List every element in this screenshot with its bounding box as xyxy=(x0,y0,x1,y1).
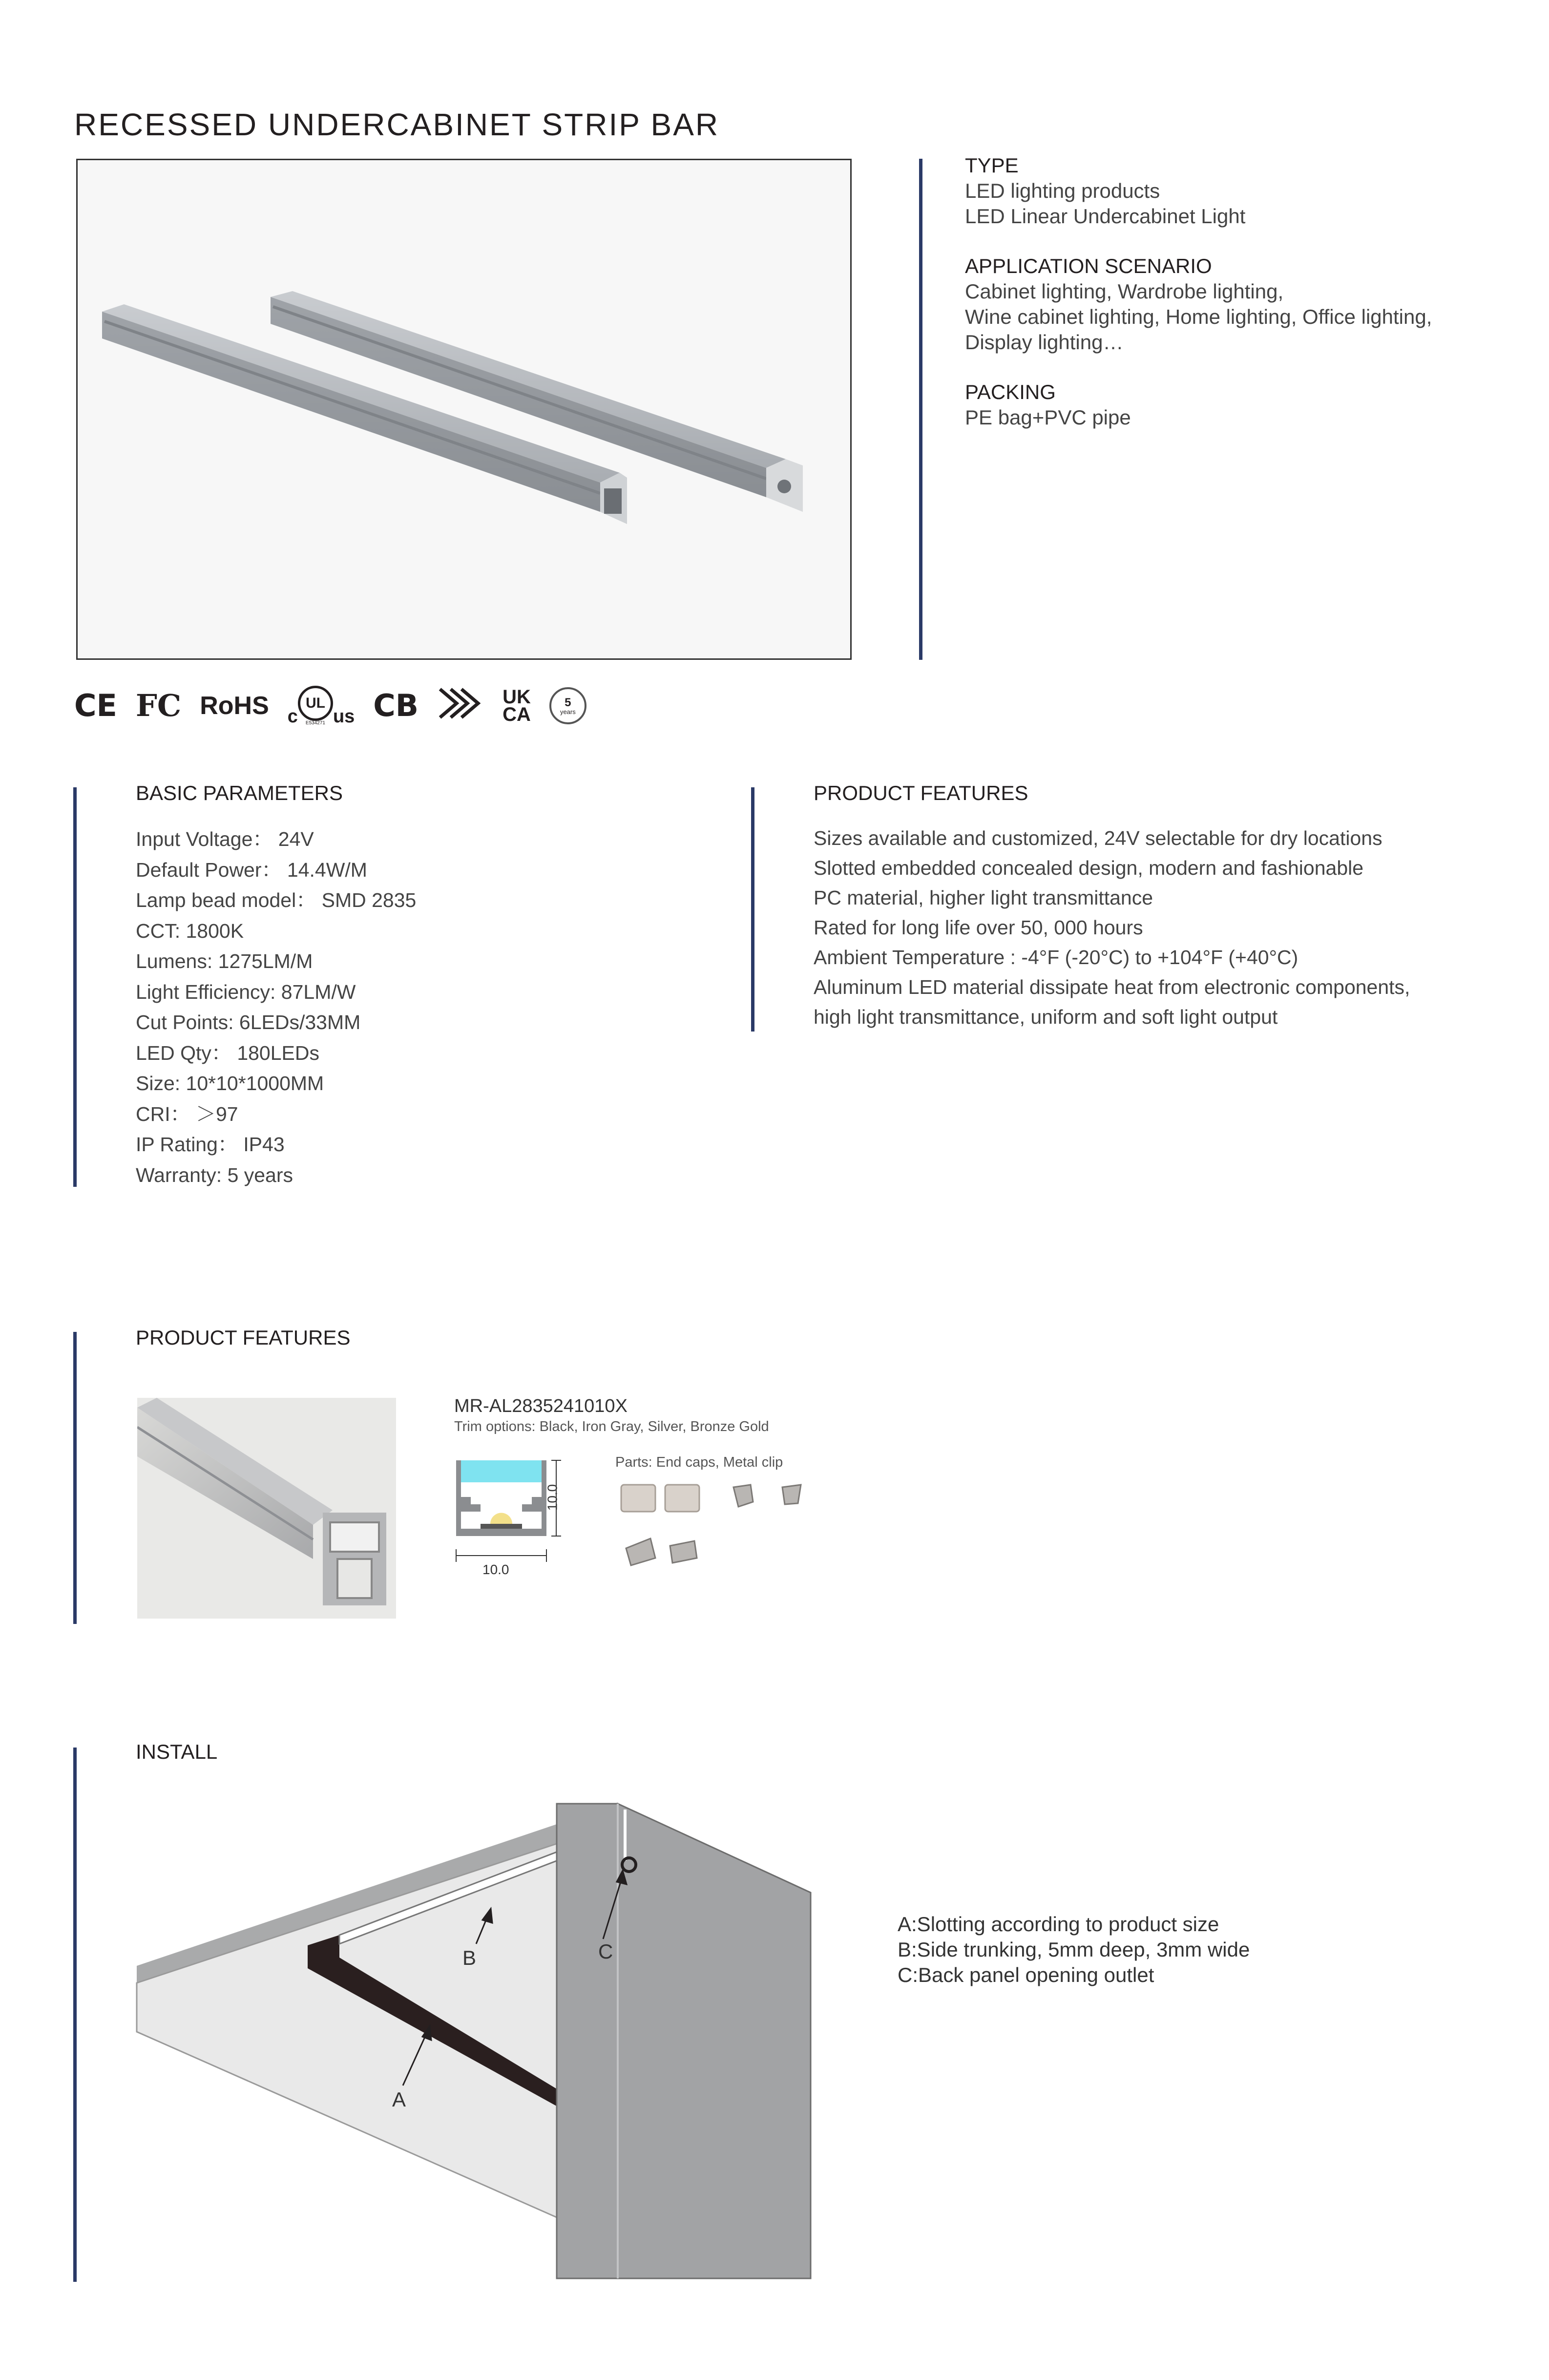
ce-mark-icon: CE xyxy=(74,688,117,723)
parameter-item: Input Voltage： 24V xyxy=(136,828,314,850)
cul-c-text: c xyxy=(287,706,298,727)
dimension-height-label: 10.0 xyxy=(544,1484,560,1511)
basic-parameters-heading: BASIC PARAMETERS xyxy=(136,781,343,804)
cul-us-mark-icon xyxy=(288,686,355,726)
ukca-ca-text: CA xyxy=(502,704,531,725)
warranty-badge-word: years xyxy=(560,708,576,716)
parameter-item: CCT: 1800K xyxy=(136,919,244,942)
info-accent-bar xyxy=(919,159,922,660)
basic-accent-bar xyxy=(73,787,77,1187)
feature-item: Aluminum LED material dissipate heat from electronic components, xyxy=(814,976,1410,998)
cul-us-text: us xyxy=(333,706,355,727)
feature-item: Slotted embedded concealed design, modern and fashionable xyxy=(814,857,1364,879)
application-line: Cabinet lighting, Wardrobe lighting, xyxy=(965,280,1284,303)
end-cap-icon xyxy=(621,1485,699,1512)
feature-item: Rated for long life over 50, 000 hours xyxy=(814,916,1143,939)
page-title: RECESSED UNDERCABINET STRIP BAR xyxy=(74,107,720,142)
install-note: A:Slotting according to product size xyxy=(898,1913,1219,1936)
type-line: LED Linear Undercabinet Light xyxy=(965,205,1246,228)
dimension-width-label: 10.0 xyxy=(482,1562,509,1577)
eurasian-mark-icon xyxy=(437,686,484,726)
label-a: A xyxy=(392,2088,406,2111)
features-accent-bar xyxy=(751,787,754,1032)
back-panel-side xyxy=(618,1804,811,2278)
label-c: C xyxy=(598,1940,613,1963)
ul-listing-number: E534271 xyxy=(305,720,325,726)
packing-line: PE bag+PVC pipe xyxy=(965,406,1131,429)
profile-accent-bar xyxy=(73,1332,77,1624)
parameter-item: Default Power： 14.4W/M xyxy=(136,858,367,881)
install-accent-bar xyxy=(73,1748,77,2282)
profile-cross-section xyxy=(451,1455,564,1582)
feature-item: high light transmittance, uniform and soft light output xyxy=(814,1006,1278,1028)
install-heading: INSTALL xyxy=(136,1740,218,1763)
parameter-item: Light Efficiency: 87LM/W xyxy=(136,980,356,1003)
parts-images xyxy=(616,1475,821,1582)
led-bars-illustration xyxy=(78,160,850,658)
install-note: B:Side trunking, 5mm deep, 3mm wide xyxy=(898,1938,1250,1961)
install-diagram xyxy=(134,1802,823,2291)
profile-model-number: MR-AL2835241010X xyxy=(454,1396,628,1416)
product-features-heading: PRODUCT FEATURES xyxy=(814,781,1028,804)
type-heading: TYPE xyxy=(965,154,1019,177)
fc-mark-icon: FC xyxy=(135,688,182,723)
parameter-item: CRI： ＞97 xyxy=(136,1102,238,1125)
ukca-mark-icon xyxy=(502,688,531,723)
warranty-badge-number: 5 xyxy=(565,695,571,709)
install-note: C:Back panel opening outlet xyxy=(898,1963,1154,1986)
parameter-item: IP Rating： IP43 xyxy=(136,1133,285,1156)
parameter-item: Lumens: 1275LM/M xyxy=(136,950,313,972)
parameter-item: LED Qty： 180LEDs xyxy=(136,1041,319,1064)
hero-product-image xyxy=(76,159,852,660)
feature-item: Sizes available and customized, 24V selectable for dry locations xyxy=(814,827,1382,849)
trim-options: Trim options: Black, Iron Gray, Silver, Bronze Gold xyxy=(454,1419,769,1434)
feature-item: Ambient Temperature : -4°F (-20°C) to +104°F (+40°C) xyxy=(814,946,1298,969)
install-notes xyxy=(898,1912,1250,1988)
ukca-uk-text: UK xyxy=(502,686,531,708)
profile-photo xyxy=(137,1398,396,1619)
application-line: Display lighting… xyxy=(965,331,1124,354)
application-line: Wine cabinet lighting, Home lighting, Office lighting, xyxy=(965,305,1432,328)
back-panel-front xyxy=(557,1804,618,2278)
rohs-mark-icon: RoHS xyxy=(200,692,269,720)
parameter-item: Size: 10*10*1000MM xyxy=(136,1072,324,1095)
packing-heading: PACKING xyxy=(965,380,1056,403)
ul-text: UL xyxy=(298,686,333,721)
cb-mark-icon: CB xyxy=(373,688,419,723)
product-info xyxy=(965,153,1527,455)
product-features-list xyxy=(814,823,1410,1032)
parameter-item: Lamp bead model： SMD 2835 xyxy=(136,889,417,911)
parameter-item: Cut Points: 6LEDs/33MM xyxy=(136,1011,361,1033)
label-b: B xyxy=(462,1946,477,1969)
profile-section-heading: PRODUCT FEATURES xyxy=(136,1326,351,1349)
feature-item: PC material, higher light transmittance xyxy=(814,886,1153,909)
parts-label: Parts: End caps, Metal clip xyxy=(615,1454,783,1470)
application-heading: APPLICATION SCENARIO xyxy=(965,254,1212,277)
ul-circle-icon xyxy=(298,686,333,726)
parameter-item: Warranty: 5 years xyxy=(136,1163,293,1186)
warranty-5-years-icon xyxy=(549,687,586,724)
type-line: LED lighting products xyxy=(965,179,1160,202)
basic-parameters-list xyxy=(136,824,416,1190)
certification-logos xyxy=(74,684,586,728)
